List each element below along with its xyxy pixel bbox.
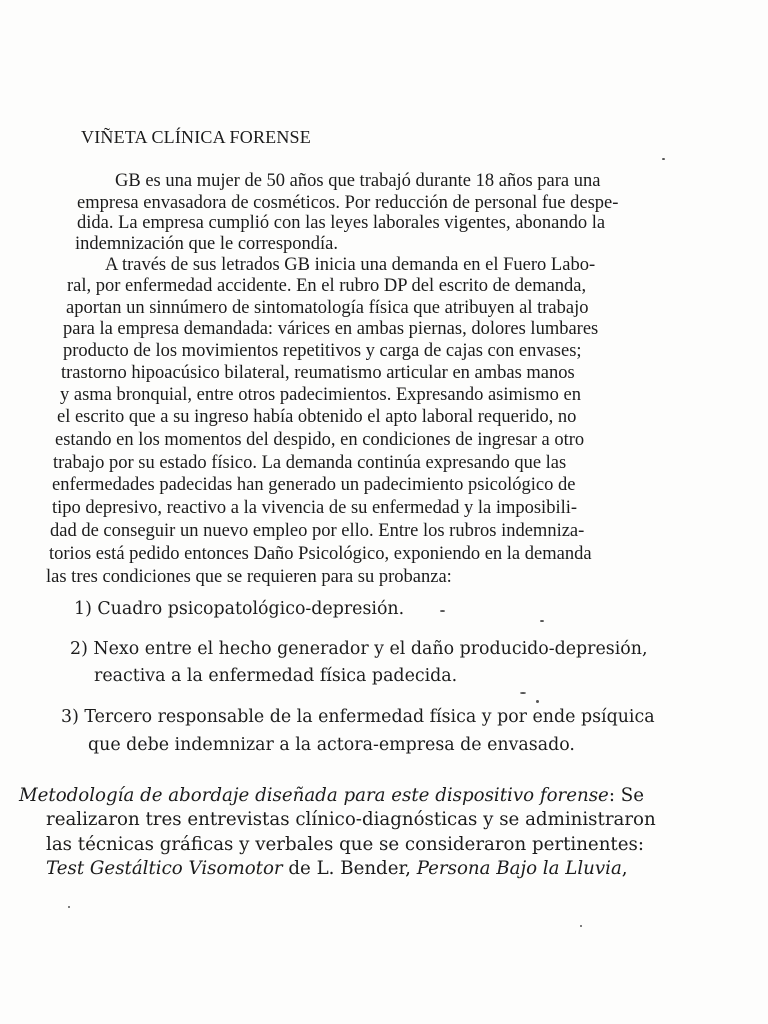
- methodology-heading-tail: : Se: [608, 785, 644, 806]
- scan-speck: [68, 906, 70, 908]
- scan-speck: [540, 620, 544, 622]
- document-title: VIÑETA CLÍNICA FORENSE: [81, 127, 311, 147]
- body-line: las tres condiciones que se requieren para su probanza:: [46, 567, 452, 587]
- body-line: dida. La empresa cumplió con las leyes laborales vigentes, abonando la: [77, 213, 606, 233]
- body-line: trabajo por su estado físico. La demanda continúa expresando que las: [53, 453, 567, 473]
- test-name-persona-lluvia: Persona Bajo la Lluvia: [416, 858, 622, 879]
- list-item: 2) Nexo entre el hecho generador y el daño producido-depresión,: [70, 639, 648, 659]
- body-line: torios está pedido entonces Daño Psicológico, exponiendo en la demanda: [49, 544, 592, 564]
- scan-speck: [520, 692, 526, 694]
- body-line: para la empresa demandada: várices en ambas piernas, dolores lumbares: [63, 319, 599, 339]
- body-line: empresa envasadora de cosméticos. Por reducción de personal fue despe-: [77, 193, 619, 213]
- scan-speck: [662, 158, 665, 160]
- methodology-line-3: las técnicas gráficas y verbales que se consideraron pertinentes:: [46, 834, 644, 855]
- scan-speck: [580, 925, 582, 927]
- methodology-line-1: [19, 787, 644, 805]
- body-line: GB es una mujer de 50 años que trabajó durante 18 años para una: [115, 171, 601, 191]
- list-item-continuation: que debe indemnizar a la actora-empresa de envasado.: [88, 735, 575, 755]
- body-line: aportan un sinnúmero de sintomatología física que atribuyen al trabajo: [66, 298, 589, 318]
- list-item: 1) Cuadro psicopatológico-depresión.: [74, 599, 405, 619]
- scan-speck: [536, 700, 539, 703]
- scan-speck: [440, 610, 445, 612]
- methodology-heading: Metodología de abordaje diseñada para este dispositivo forense: [19, 785, 609, 806]
- test-author: de L. Bender,: [282, 858, 417, 879]
- body-line: trastorno hipoacúsico bilateral, reumatismo articular en ambas manos: [61, 363, 575, 383]
- test-name-bender: Test Gestáltico Visomotor: [46, 858, 283, 879]
- body-line: el escrito que a su ingreso había obtenido el apto laboral requerido, no: [57, 407, 577, 427]
- list-item: 3) Tercero responsable de la enfermedad física y por ende psíquica: [61, 707, 655, 727]
- body-line: producto de los movimientos repetitivos y carga de cajas con envases;: [63, 341, 582, 361]
- list-item-continuation: reactiva a la enfermedad física padecida.: [94, 666, 458, 686]
- body-line: tipo depresivo, reactivo a la vivencia de su enfermedad y la imposibili-: [52, 498, 578, 518]
- body-line: ral, por enfermedad accidente. En el rubro DP del escrito de demanda,: [67, 276, 587, 296]
- methodology-line-2: realizaron tres entrevistas clínico-diagnósticas y se administraron: [46, 809, 656, 830]
- body-line: dad de conseguir un nuevo empleo por ello. Entre los rubros indemniza-: [50, 521, 585, 541]
- methodology-line-4: [46, 860, 628, 878]
- line-end-comma: ,: [621, 858, 628, 879]
- body-line: indemnización que le correspondía.: [75, 234, 339, 254]
- body-line: A través de sus letrados GB inicia una demanda en el Fuero Labo-: [105, 255, 596, 275]
- body-line: estando en los momentos del despido, en condiciones de ingresar a otro: [55, 430, 585, 450]
- body-line: enfermedades padecidas han generado un padecimiento psicológico de: [52, 475, 576, 495]
- body-line: y asma bronquial, entre otros padecimientos. Expresando asimismo en: [60, 385, 581, 405]
